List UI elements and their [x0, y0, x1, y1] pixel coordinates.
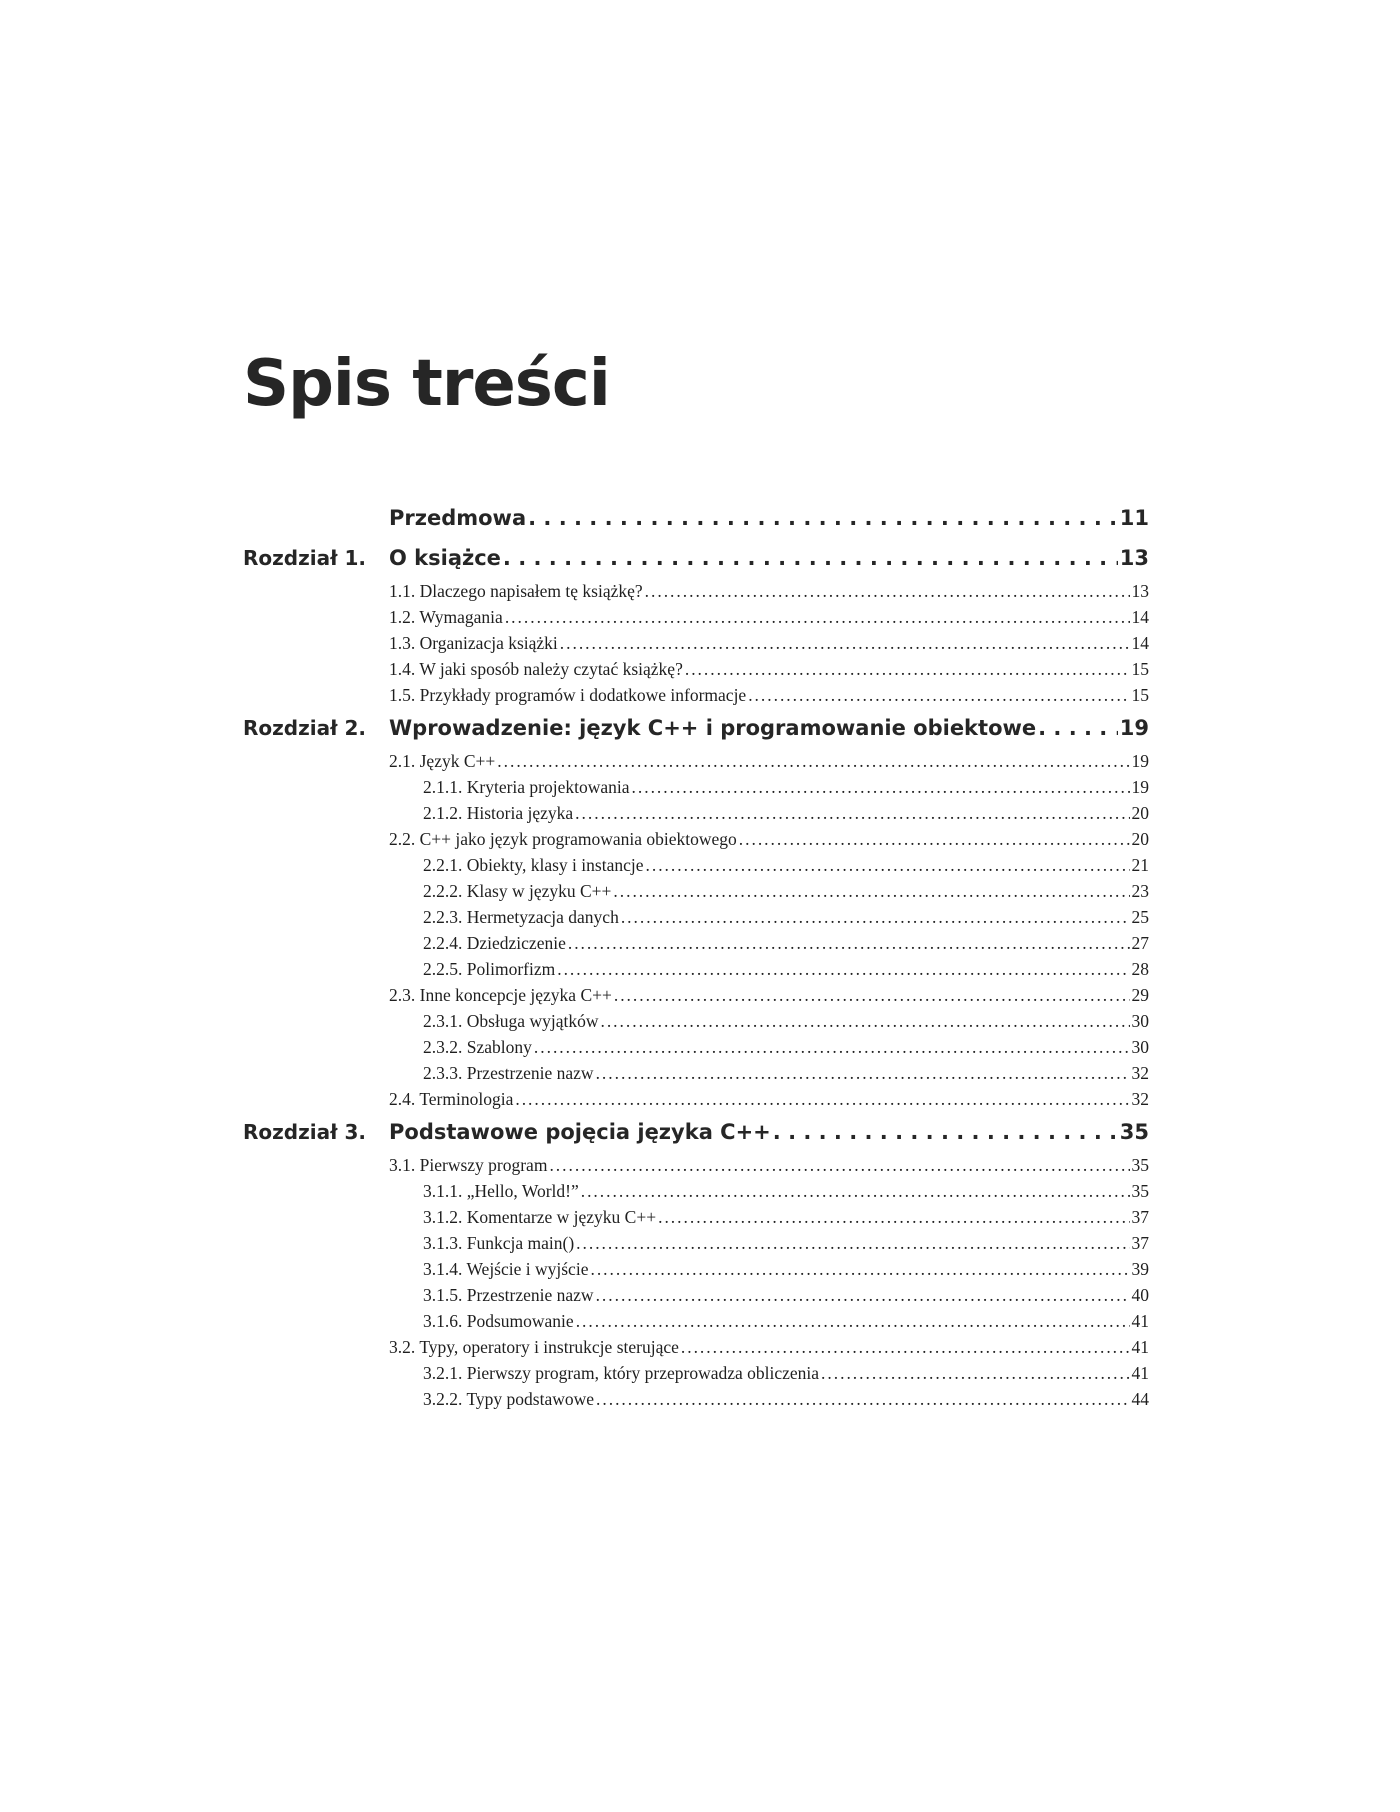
dot-leader [646, 852, 1130, 878]
entry-title: 2.2.5. Polimorfizm [423, 959, 556, 979]
toc-subentry[interactable] [389, 774, 1149, 800]
chapter-1-entries [389, 578, 1149, 708]
chapter-title: Wprowadzenie: język C++ i programowanie obiektowe [389, 716, 1037, 740]
chapter-line [389, 546, 1149, 570]
dot-leader [576, 1308, 1130, 1334]
entry-page: 13 [1131, 581, 1149, 601]
dot-leader [614, 982, 1130, 1008]
entry-title: 2.2.2. Klasy w języku C++ [423, 881, 612, 901]
table-of-contents [243, 498, 1149, 1412]
entry-page: 27 [1131, 933, 1149, 953]
entry-page: 28 [1131, 959, 1149, 979]
entry-title: 1.3. Organizacja książki [389, 633, 558, 653]
chapter-line [389, 1120, 1149, 1144]
dot-leader [515, 1086, 1129, 1112]
entry-title: 2.1.2. Historia języka [423, 803, 574, 823]
preface-title: Przedmowa [389, 506, 527, 530]
toc-subentry[interactable] [389, 800, 1149, 826]
entry-page: 14 [1131, 633, 1149, 653]
chapter-page: 19 [1119, 716, 1149, 740]
preface-heading[interactable] [243, 498, 1149, 538]
toc-subentry[interactable] [389, 1386, 1149, 1412]
entry-page: 20 [1131, 803, 1149, 823]
toc-subentry[interactable] [389, 1230, 1149, 1256]
chapter-page: 13 [1119, 546, 1149, 570]
chapter-2-entries [389, 748, 1149, 1112]
toc-entry[interactable] [389, 1086, 1149, 1112]
toc-entry[interactable] [389, 1334, 1149, 1360]
dot-leader [503, 546, 1118, 570]
entry-title: 2.3.3. Przestrzenie nazw [423, 1063, 594, 1083]
entry-title: 2.2. C++ jako język programowania obiektowego [389, 829, 737, 849]
chapter-label: Rozdział 3. [243, 1120, 366, 1144]
entry-title: 3.1.5. Przestrzenie nazw [423, 1285, 594, 1305]
toc-subentry[interactable] [389, 1204, 1149, 1230]
chapter-2-block [243, 708, 1149, 1112]
entry-title: 2.2.4. Dziedziczenie [423, 933, 566, 953]
toc-subentry[interactable] [389, 1178, 1149, 1204]
entry-title: 1.4. W jaki sposób należy czytać książkę? [389, 659, 683, 679]
entry-title: 3.2.2. Typy podstawowe [423, 1389, 595, 1409]
entry-title: 3.1.6. Podsumowanie [423, 1311, 574, 1331]
entry-title: 3.1. Pierwszy program [389, 1155, 548, 1175]
dot-leader [773, 1120, 1118, 1144]
toc-entry[interactable] [389, 1152, 1149, 1178]
entry-page: 15 [1131, 659, 1149, 679]
chapter-line [389, 716, 1149, 740]
chapter-1-heading[interactable] [243, 538, 1149, 578]
entry-title: 3.1.4. Wejście i wyjście [423, 1259, 589, 1279]
dot-leader [685, 656, 1130, 682]
entry-title: 1.1. Dlaczego napisałem tę książkę? [389, 581, 643, 601]
toc-entry[interactable] [389, 656, 1149, 682]
entry-page: 35 [1131, 1155, 1149, 1175]
dot-leader [681, 1334, 1130, 1360]
dot-leader [576, 1230, 1129, 1256]
entry-title: 3.2.1. Pierwszy program, który przeprowadza obliczenia [423, 1363, 820, 1383]
dot-leader [590, 1256, 1129, 1282]
toc-subentry[interactable] [389, 956, 1149, 982]
entry-title: 2.2.3. Hermetyzacja danych [423, 907, 619, 927]
dot-leader [568, 930, 1130, 956]
chapter-1-block [243, 538, 1149, 708]
chapter-3-entries [389, 1152, 1149, 1412]
dot-leader [596, 1282, 1130, 1308]
entry-page: 35 [1131, 1181, 1149, 1201]
entry-title: 1.2. Wymagania [389, 607, 503, 627]
chapter-2-heading[interactable] [243, 708, 1149, 748]
toc-subentry[interactable] [389, 1034, 1149, 1060]
preface-block [243, 498, 1149, 538]
preface-line [389, 506, 1149, 530]
toc-subentry[interactable] [389, 878, 1149, 904]
toc-subentry[interactable] [389, 1060, 1149, 1086]
toc-entry[interactable] [389, 748, 1149, 774]
dot-leader [549, 1152, 1129, 1178]
entry-page: 30 [1131, 1037, 1149, 1057]
entry-page: 44 [1131, 1389, 1149, 1409]
dot-leader [560, 630, 1130, 656]
entry-page: 37 [1131, 1207, 1149, 1227]
dot-leader [581, 1178, 1130, 1204]
entry-page: 32 [1131, 1089, 1149, 1109]
toc-subentry[interactable] [389, 1308, 1149, 1334]
entry-page: 20 [1131, 829, 1149, 849]
chapter-title: O książce [389, 546, 501, 570]
entry-page: 29 [1131, 985, 1149, 1005]
dot-leader [645, 578, 1130, 604]
entry-title: 2.1.1. Kryteria projektowania [423, 777, 630, 797]
entry-page: 41 [1131, 1311, 1149, 1331]
dot-leader [621, 904, 1130, 930]
entry-title: 1.5. Przykłady programów i dodatkowe informacje [389, 685, 747, 705]
toc-entry[interactable] [389, 604, 1149, 630]
entry-page: 15 [1131, 685, 1149, 705]
entry-title: 2.3.1. Obsługa wyjątków [423, 1011, 599, 1031]
entry-title: 3.1.1. „Hello, World!” [423, 1181, 579, 1201]
entry-title: 3.2. Typy, operatory i instrukcje sterujące [389, 1337, 679, 1357]
toc-entry[interactable] [389, 682, 1149, 708]
entry-page: 21 [1131, 855, 1149, 875]
toc-subentry[interactable] [389, 1360, 1149, 1386]
chapter-page: 35 [1119, 1120, 1149, 1144]
dot-leader [1038, 716, 1118, 740]
entry-page: 23 [1131, 881, 1149, 901]
entry-title: 3.1.3. Funkcja main() [423, 1233, 575, 1253]
entry-page: 19 [1131, 777, 1149, 797]
dot-leader [613, 878, 1129, 904]
chapter-3-heading[interactable] [243, 1112, 1149, 1152]
entry-title: 2.2.1. Obiekty, klasy i instancje [423, 855, 644, 875]
toc-subentry[interactable] [389, 1256, 1149, 1282]
dot-leader [596, 1060, 1130, 1086]
dot-leader [632, 774, 1130, 800]
dot-leader [821, 1360, 1129, 1386]
chapter-title: Podstawowe pojęcia języka C++ [389, 1120, 771, 1144]
dot-leader [596, 1386, 1129, 1412]
entry-page: 32 [1131, 1063, 1149, 1083]
toc-subentry[interactable] [389, 904, 1149, 930]
preface-page: 11 [1119, 506, 1149, 530]
toc-subentry[interactable] [389, 930, 1149, 956]
entry-page: 40 [1131, 1285, 1149, 1305]
entry-title: 2.1. Język C++ [389, 751, 496, 771]
entry-page: 39 [1131, 1259, 1149, 1279]
entry-title: 3.1.2. Komentarze w języku C++ [423, 1207, 657, 1227]
dot-leader [600, 1008, 1129, 1034]
toc-entry[interactable] [389, 982, 1149, 1008]
dot-leader [739, 826, 1130, 852]
entry-page: 37 [1131, 1233, 1149, 1253]
entry-page: 14 [1131, 607, 1149, 627]
dot-leader [557, 956, 1129, 982]
chapter-3-block [243, 1112, 1149, 1412]
dot-leader [505, 604, 1130, 630]
toc-entry[interactable] [389, 826, 1149, 852]
toc-entry[interactable] [389, 578, 1149, 604]
entry-page: 25 [1131, 907, 1149, 927]
entry-title: 2.4. Terminologia [389, 1089, 514, 1109]
dot-leader [534, 1034, 1130, 1060]
dot-leader [658, 1204, 1129, 1230]
toc-subentry[interactable] [389, 852, 1149, 878]
toc-subentry[interactable] [389, 1282, 1149, 1308]
entry-title: 2.3.2. Szablony [423, 1037, 532, 1057]
dot-leader [528, 506, 1118, 530]
dot-leader [748, 682, 1129, 708]
chapter-label: Rozdział 1. [243, 546, 366, 570]
toc-subentry[interactable] [389, 1008, 1149, 1034]
dot-leader [497, 748, 1129, 774]
chapter-label: Rozdział 2. [243, 716, 366, 740]
entry-page: 41 [1131, 1363, 1149, 1383]
entry-page: 30 [1131, 1011, 1149, 1031]
toc-entry[interactable] [389, 630, 1149, 656]
dot-leader [575, 800, 1129, 826]
page-title: Spis treści [243, 347, 610, 421]
entry-title: 2.3. Inne koncepcje języka C++ [389, 985, 612, 1005]
entry-page: 19 [1131, 751, 1149, 771]
entry-page: 41 [1131, 1337, 1149, 1357]
